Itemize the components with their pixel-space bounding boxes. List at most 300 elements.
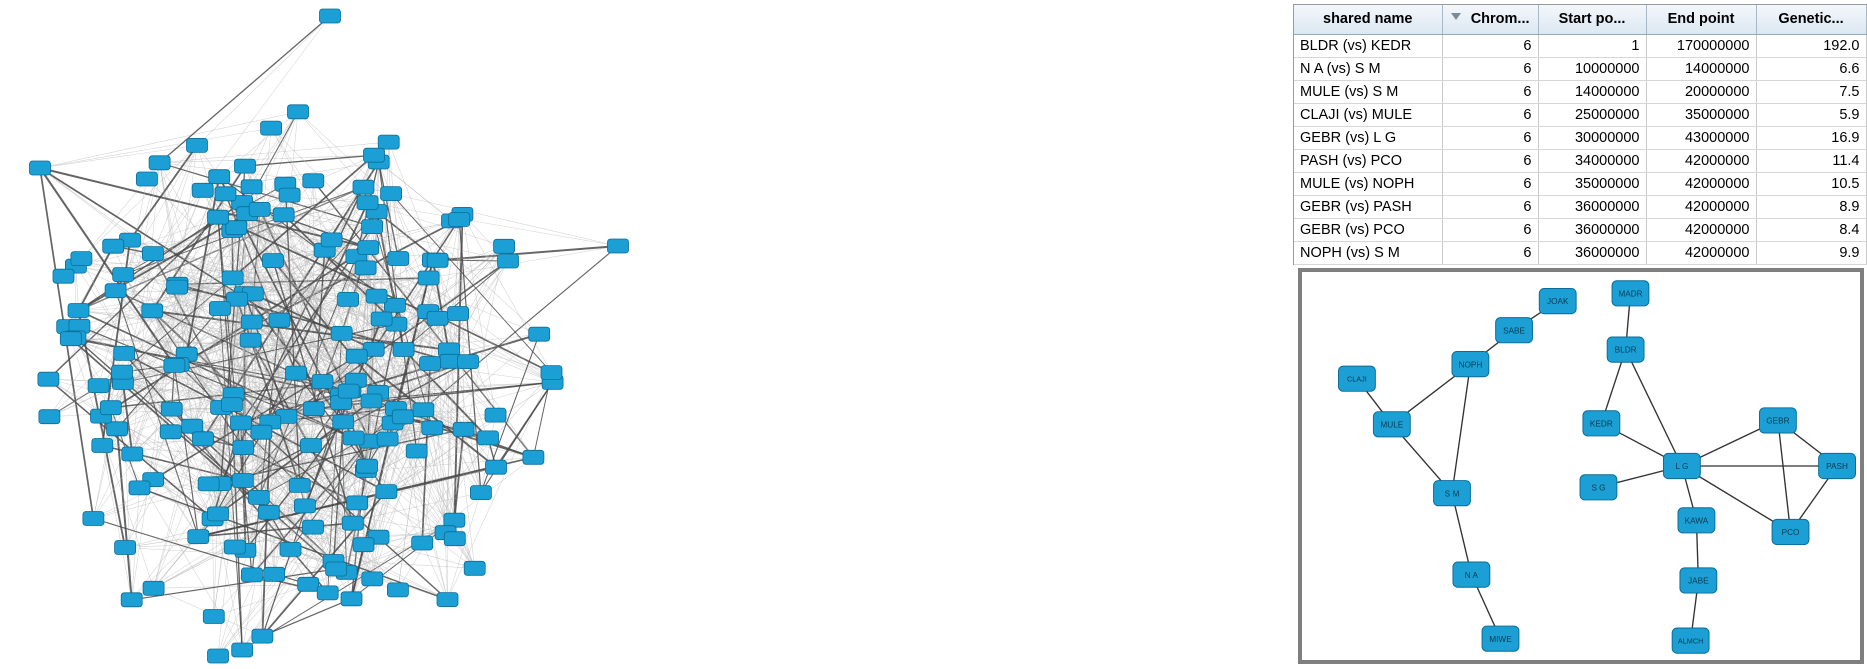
main-network-node[interactable] [342,516,363,530]
node-box[interactable] [371,312,392,326]
node-box[interactable] [437,593,458,607]
main-network-node[interactable] [88,379,109,393]
node-box[interactable] [215,187,236,201]
node-box[interactable] [338,384,359,398]
node-box[interactable] [142,304,163,318]
node-box[interactable] [342,516,363,530]
main-network-node[interactable] [136,172,157,186]
node-box[interactable] [346,349,367,363]
main-network-node[interactable] [378,135,399,149]
node-box[interactable] [103,239,124,253]
main-network-node[interactable] [122,447,143,461]
main-network-node[interactable] [361,394,382,408]
node-box[interactable] [1539,288,1576,313]
main-network-node[interactable] [470,486,491,500]
subnetwork-node[interactable] [1373,412,1410,437]
main-network-node[interactable] [346,349,367,363]
main-network-node[interactable] [107,422,128,436]
node-box[interactable] [384,298,405,312]
main-network-node[interactable] [376,485,397,499]
node-box[interactable] [353,538,374,552]
node-box[interactable] [485,408,506,422]
node-box[interactable] [115,541,136,555]
subnetwork-node[interactable] [1663,453,1700,478]
main-network-view[interactable] [0,0,645,669]
node-box[interactable] [289,478,310,492]
main-network-node[interactable] [343,431,364,445]
node-box[interactable] [338,292,359,306]
subnetwork-node[interactable] [1452,352,1489,377]
main-network-node[interactable] [392,410,413,424]
main-network-node[interactable] [232,643,253,657]
subnetwork-node[interactable] [1819,453,1856,478]
node-box[interactable] [143,581,164,595]
node-box[interactable] [303,402,324,416]
main-network-node[interactable] [222,271,243,285]
node-box[interactable] [377,432,398,446]
node-box[interactable] [252,629,273,643]
node-box[interactable] [321,233,342,247]
main-network-node[interactable] [258,505,279,519]
node-box[interactable] [458,355,479,369]
main-network-node[interactable] [294,499,315,513]
node-box[interactable] [187,138,208,152]
node-box[interactable] [1759,408,1796,433]
main-network-node[interactable] [231,416,252,430]
node-box[interactable] [1680,568,1717,593]
node-box[interactable] [53,269,74,283]
subnetwork-node[interactable] [1539,288,1576,313]
main-network-node[interactable] [338,292,359,306]
main-network-node[interactable] [393,343,414,357]
node-box[interactable] [343,431,364,445]
subnetwork-node[interactable] [1482,626,1519,651]
column-header-end-point[interactable]: End point [1646,5,1756,35]
node-box[interactable] [376,485,397,499]
table-row[interactable] [1294,127,1866,150]
node-box[interactable] [523,450,544,464]
node-box[interactable] [160,425,181,439]
node-box[interactable] [341,592,362,606]
main-network-node[interactable] [418,271,439,285]
node-box[interactable] [68,304,89,318]
main-network-node[interactable] [357,196,378,210]
node-box[interactable] [261,121,282,135]
node-box[interactable] [83,512,104,526]
main-network-node[interactable] [192,183,213,197]
node-box[interactable] [486,460,507,474]
main-network-node[interactable] [453,422,474,436]
main-network-node[interactable] [420,357,441,371]
main-network-node[interactable] [208,507,229,521]
node-box[interactable] [362,572,383,586]
main-network-node[interactable] [68,304,89,318]
column-header-shared-name[interactable]: shared name [1294,5,1442,35]
node-box[interactable] [300,439,321,453]
node-box[interactable] [478,431,499,445]
node-box[interactable] [167,280,188,294]
node-box[interactable] [182,419,203,433]
node-box[interactable] [1453,562,1490,587]
node-box[interactable] [312,375,333,389]
main-network-node[interactable] [235,159,256,173]
main-network-node[interactable] [358,241,379,255]
node-box[interactable] [209,170,230,184]
node-box[interactable] [1496,318,1533,343]
node-box[interactable] [198,477,219,491]
main-network-node[interactable] [161,402,182,416]
main-network-node[interactable] [371,312,392,326]
node-box[interactable] [331,326,352,340]
subnetwork-node[interactable] [1678,508,1715,533]
main-network-node[interactable] [341,592,362,606]
node-box[interactable] [188,530,209,544]
main-network-node[interactable] [224,540,245,554]
node-box[interactable] [1772,519,1809,544]
node-box[interactable] [136,172,157,186]
node-box[interactable] [1678,508,1715,533]
node-box[interactable] [209,302,230,316]
main-network-node[interactable] [188,530,209,544]
node-box[interactable] [1663,453,1700,478]
main-network-node[interactable] [448,307,469,321]
main-network-node[interactable] [208,649,229,663]
node-box[interactable] [249,202,270,216]
main-network-node[interactable] [240,333,261,347]
main-network-node[interactable] [312,375,333,389]
node-box[interactable] [388,252,409,266]
main-network-node[interactable] [412,536,433,550]
main-network-node[interactable] [273,208,294,222]
main-network-node[interactable] [164,358,185,372]
node-box[interactable] [294,499,315,513]
node-box[interactable] [444,532,465,546]
main-network-node[interactable] [347,496,368,510]
node-box[interactable] [208,649,229,663]
node-box[interactable] [280,542,301,556]
node-box[interactable] [224,540,245,554]
main-network-node[interactable] [209,302,230,316]
main-network-node[interactable] [221,398,242,412]
edge-table[interactable] [1294,5,1867,265]
main-network-node[interactable] [241,568,262,582]
node-box[interactable] [114,346,135,360]
main-network-node[interactable] [167,280,188,294]
main-network-node[interactable] [377,432,398,446]
main-network-node[interactable] [280,542,301,556]
main-network-node[interactable] [406,444,427,458]
main-network-node[interactable] [317,586,338,600]
subnetwork-node[interactable] [1583,411,1620,436]
main-network-node[interactable] [263,254,284,268]
main-network-node[interactable] [53,269,74,283]
main-network-node[interactable] [208,210,229,224]
node-box[interactable] [448,307,469,321]
node-box[interactable] [235,159,256,173]
main-network-node[interactable] [252,629,273,643]
node-box[interactable] [420,357,441,371]
main-network-node[interactable] [269,313,290,327]
main-network-node[interactable] [331,326,352,340]
node-box[interactable] [232,643,253,657]
node-box[interactable] [222,271,243,285]
node-box[interactable] [1612,281,1649,306]
main-network-node[interactable] [355,261,376,275]
node-box[interactable] [232,474,253,488]
main-network-node[interactable] [249,202,270,216]
main-network-node[interactable] [422,421,443,435]
table-row[interactable] [1294,58,1866,81]
main-network-node[interactable] [300,439,321,453]
node-box[interactable] [320,9,341,23]
node-box[interactable] [39,410,60,424]
node-box[interactable] [279,188,300,202]
subnetwork-node[interactable] [1759,408,1796,433]
node-box[interactable] [353,180,374,194]
node-box[interactable] [422,421,443,435]
table-row[interactable] [1294,219,1866,242]
node-box[interactable] [208,507,229,521]
node-box[interactable] [1482,626,1519,651]
node-box[interactable] [412,536,433,550]
column-header-start-point[interactable]: Start po... [1538,5,1646,35]
main-network-node[interactable] [115,541,136,555]
main-network-node[interactable] [303,174,324,188]
node-box[interactable] [88,379,109,393]
node-box[interactable] [263,254,284,268]
table-row[interactable] [1294,150,1866,173]
subnetwork-node[interactable] [1453,562,1490,587]
node-box[interactable] [149,156,170,170]
subnetwork-panel[interactable] [1298,268,1864,664]
node-box[interactable] [333,415,354,429]
node-box[interactable] [269,313,290,327]
node-box[interactable] [413,403,434,417]
node-box[interactable] [303,174,324,188]
node-box[interactable] [92,439,113,453]
main-network-node[interactable] [215,187,236,201]
node-box[interactable] [529,327,550,341]
node-box[interactable] [387,583,408,597]
main-network-node[interactable] [142,304,163,318]
main-network-node[interactable] [279,188,300,202]
subnetwork-canvas[interactable] [1302,272,1860,660]
node-box[interactable] [498,254,519,268]
node-box[interactable] [122,447,143,461]
main-network-node[interactable] [523,450,544,464]
main-network-node[interactable] [444,532,465,546]
node-box[interactable] [392,410,413,424]
node-box[interactable] [303,520,324,534]
main-network-node[interactable] [353,538,374,552]
node-box[interactable] [288,105,309,119]
main-network-node[interactable] [321,233,342,247]
table-row[interactable] [1294,196,1866,219]
main-network-node[interactable] [232,474,253,488]
table-row[interactable] [1294,35,1866,58]
main-network-node[interactable] [71,252,92,266]
node-box[interactable] [364,148,385,162]
node-box[interactable] [273,208,294,222]
node-box[interactable] [71,252,92,266]
subnetwork-node[interactable] [1680,568,1717,593]
node-box[interactable] [1583,411,1620,436]
node-box[interactable] [142,247,163,261]
main-network-node[interactable] [129,481,150,495]
node-box[interactable] [100,401,121,415]
main-network-node[interactable] [251,425,272,439]
main-network-node[interactable] [142,247,163,261]
node-box[interactable] [203,610,224,624]
main-network-node[interactable] [203,610,224,624]
main-network-node[interactable] [103,239,124,253]
node-box[interactable] [357,196,378,210]
main-network-node[interactable] [353,180,374,194]
node-box[interactable] [193,432,214,446]
table-body[interactable] [1294,35,1866,265]
node-box[interactable] [161,402,182,416]
subnetwork-node[interactable] [1772,519,1809,544]
main-network-canvas[interactable] [0,0,645,669]
main-network-node[interactable] [60,332,81,346]
main-network-node[interactable] [381,187,402,201]
subnetwork-node[interactable] [1496,318,1533,343]
main-network-node[interactable] [444,513,465,527]
node-box[interactable] [1339,366,1376,391]
node-box[interactable] [381,187,402,201]
node-box[interactable] [427,253,448,267]
node-box[interactable] [226,221,247,235]
subnetwork-node[interactable] [1434,481,1471,506]
main-network-node[interactable] [338,384,359,398]
subnetwork-node[interactable] [1672,628,1709,653]
main-network-node[interactable] [30,161,51,175]
node-box[interactable] [264,567,285,581]
main-network-node[interactable] [149,156,170,170]
main-network-node[interactable] [303,402,324,416]
node-box[interactable] [418,271,439,285]
main-network-node[interactable] [233,441,254,455]
node-box[interactable] [107,422,128,436]
node-box[interactable] [1607,337,1644,362]
main-network-node[interactable] [541,366,562,380]
column-header-chromosome[interactable] [1442,5,1538,35]
node-box[interactable] [241,315,262,329]
node-box[interactable] [241,180,262,194]
main-network-node[interactable] [485,408,506,422]
node-box[interactable] [192,183,213,197]
node-box[interactable] [30,161,51,175]
main-network-node[interactable] [486,460,507,474]
node-box[interactable] [251,425,272,439]
main-network-node[interactable] [437,593,458,607]
main-network-node[interactable] [121,593,142,607]
main-network-node[interactable] [241,315,262,329]
node-box[interactable] [406,444,427,458]
main-network-node[interactable] [289,478,310,492]
main-network-node[interactable] [248,490,269,504]
node-box[interactable] [105,284,126,298]
main-network-node[interactable] [333,415,354,429]
main-network-node[interactable] [413,403,434,417]
main-network-node[interactable] [143,581,164,595]
node-box[interactable] [362,220,383,234]
node-box[interactable] [444,513,465,527]
main-network-node[interactable] [193,432,214,446]
main-network-node[interactable] [362,220,383,234]
node-box[interactable] [453,422,474,436]
main-network-node[interactable] [427,253,448,267]
node-box[interactable] [208,210,229,224]
main-network-node[interactable] [464,561,485,575]
node-box[interactable] [286,366,307,380]
main-network-node[interactable] [326,562,347,576]
main-network-node[interactable] [113,268,134,282]
node-box[interactable] [240,333,261,347]
main-network-node[interactable] [261,121,282,135]
main-network-node[interactable] [388,252,409,266]
main-network-node[interactable] [105,284,126,298]
main-network-node[interactable] [427,311,448,325]
main-network-node[interactable] [494,239,515,253]
main-network-node[interactable] [112,365,133,379]
main-network-node[interactable] [198,477,219,491]
node-box[interactable] [298,577,319,591]
main-network-node[interactable] [209,170,230,184]
main-network-node[interactable] [449,213,470,227]
table-row[interactable] [1294,104,1866,127]
node-box[interactable] [608,239,629,253]
subnetwork-node[interactable] [1580,475,1617,500]
main-network-node[interactable] [226,221,247,235]
node-box[interactable] [470,486,491,500]
node-box[interactable] [494,239,515,253]
node-box[interactable] [129,481,150,495]
main-network-node[interactable] [92,439,113,453]
node-box[interactable] [355,261,376,275]
node-box[interactable] [1452,352,1489,377]
main-network-node[interactable] [303,520,324,534]
main-network-node[interactable] [364,148,385,162]
filter-icon[interactable] [1451,13,1461,20]
main-network-node[interactable] [100,401,121,415]
node-box[interactable] [113,268,134,282]
node-box[interactable] [347,496,368,510]
main-network-node[interactable] [529,327,550,341]
main-network-node[interactable] [362,572,383,586]
node-box[interactable] [1373,412,1410,437]
edge-table-panel[interactable] [1293,4,1867,265]
main-network-node[interactable] [478,431,499,445]
node-box[interactable] [248,490,269,504]
column-header-genetic[interactable]: Genetic... [1756,5,1866,35]
main-network-node[interactable] [498,254,519,268]
node-box[interactable] [1580,475,1617,500]
main-network-node[interactable] [182,419,203,433]
node-box[interactable] [1819,453,1856,478]
node-box[interactable] [112,365,133,379]
main-network-node[interactable] [366,289,387,303]
node-box[interactable] [366,289,387,303]
node-box[interactable] [427,311,448,325]
node-box[interactable] [164,358,185,372]
subnetwork-node[interactable] [1612,281,1649,306]
node-box[interactable] [449,213,470,227]
subnetwork-nodes[interactable] [1339,281,1856,653]
main-network-node[interactable] [241,180,262,194]
main-network-node[interactable] [187,138,208,152]
main-network-node[interactable] [39,410,60,424]
